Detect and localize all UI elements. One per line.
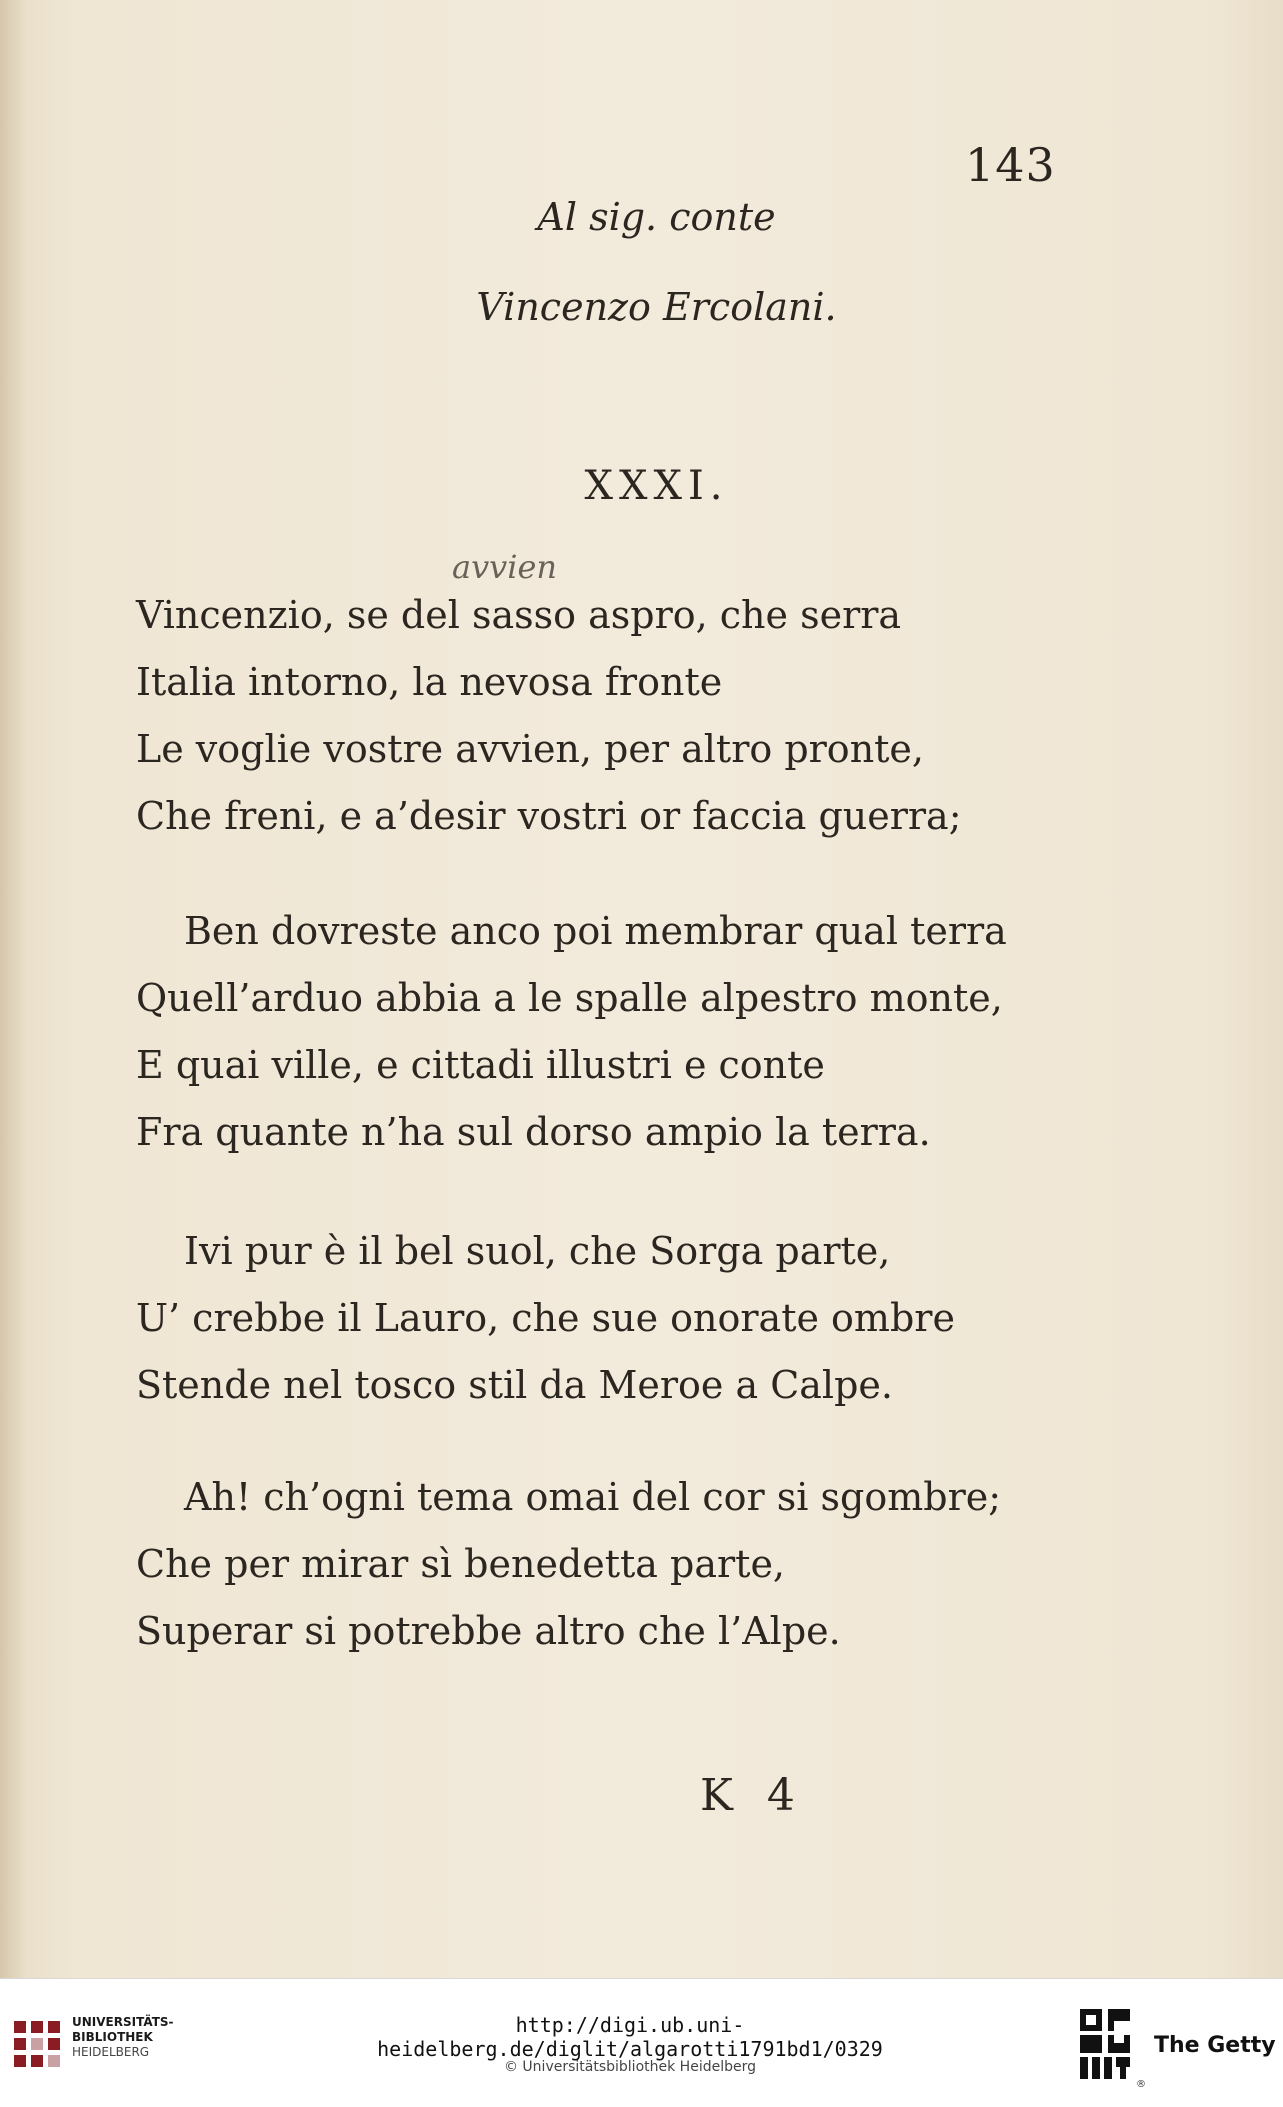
registered-mark: ® [1136,2079,1146,2090]
poem-line: U’ crebbe il Lauro, che sue onorate ombre [136,1296,955,1340]
dedication-line-2: Vincenzo Ercolani. [476,285,837,329]
poem-line: Ben dovreste anco poi membrar qual terra [184,909,1007,953]
library-name[interactable] [72,2015,174,2060]
dedication-line-1: Al sig. conte [537,195,776,239]
library-name-line1: UNIVERSITÄTS- [72,2015,174,2029]
poem-line: Superar si potrebbe altro che l’Alpe. [136,1609,841,1653]
poem-line: E quai ville, e cittadi illustri e conte [136,1043,825,1087]
poem-line: Italia intorno, la nevosa fronte [136,660,723,704]
poem-line: Ivi pur è il bel suol, che Sorga parte, [184,1229,891,1273]
poem-line: Stende nel tosco stil da Meroe a Calpe. [136,1363,893,1407]
poem-line: Che per mirar sì benedetta parte, [136,1542,786,1586]
library-name-line2: BIBLIOTHEK [72,2030,153,2044]
signature-mark: K 4 [700,1770,805,1821]
library-logo-icon[interactable] [10,2017,64,2071]
stanza-2 [136,898,1007,1166]
stanza-1 [136,582,962,850]
poem-line: Ah! ch’ogni tema omai del cor si sgombre; [184,1475,1002,1519]
poem-line: Che freni, e a’desir vostri or faccia guerra; [136,794,962,838]
poem-number: XXXI. [584,463,729,509]
poem-line: Fra quante n’ha sul dorso ampio la terra. [136,1110,931,1154]
library-name-line3: HEIDELBERG [72,2045,150,2059]
copyright-notice: © Universitätsbibliothek Heidelberg [503,2059,756,2075]
getty-logo-icon[interactable] [1078,2007,1134,2081]
stanza-3 [136,1218,955,1419]
poem-line: Quell’arduo abbia a le spalle alpestro monte, [136,976,1003,1020]
permalink-url[interactable]: http://digi.ub.uni-heidelberg.de/diglit/algarotti1791bd1/0329 [377,2013,883,2061]
viewer-footer [0,1978,1283,2107]
stanza-4 [136,1464,1001,1665]
poem-line: Vincenzio, se del sasso aspro, che serra [136,593,902,637]
handwritten-annotation: avvien [452,548,558,586]
getty-label[interactable]: The Getty [1154,2033,1276,2058]
poem-line: Le voglie vostre avvien, per altro pronte, [136,727,924,771]
page-number: 143 [965,138,1056,192]
